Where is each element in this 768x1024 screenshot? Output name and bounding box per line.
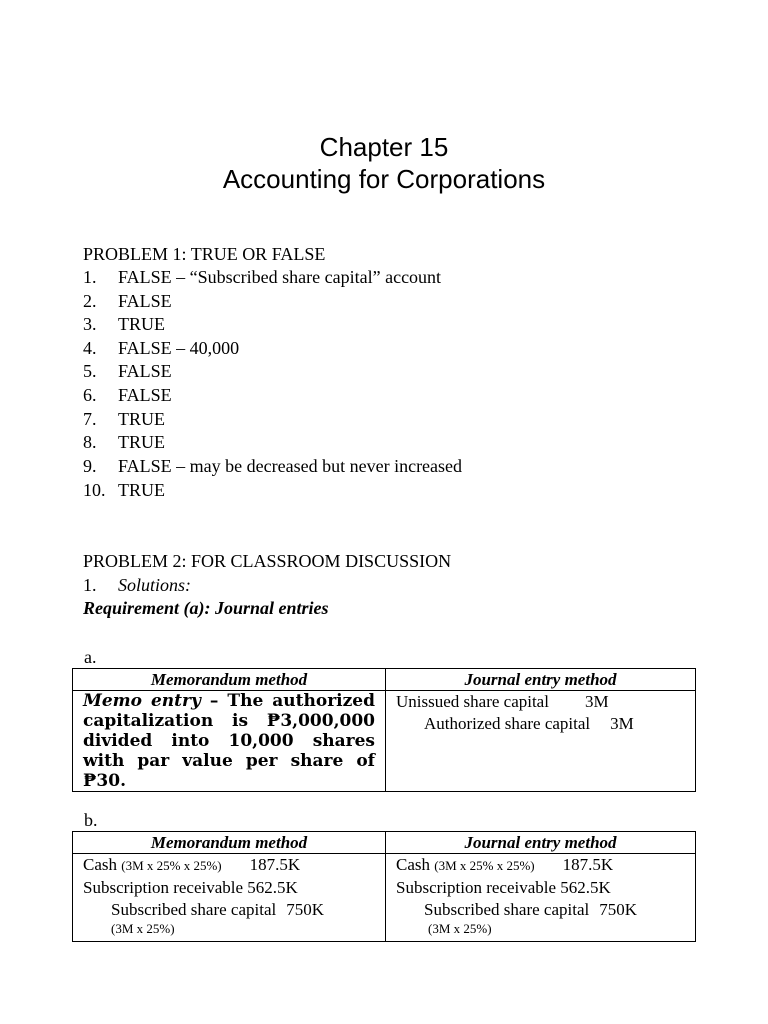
table-header-row — [73, 832, 696, 854]
table-row — [73, 691, 696, 792]
subscribed-note: (3M x 25%) — [428, 921, 492, 936]
journal-line-credit: Authorized share capital 3M — [424, 714, 634, 733]
subscribed-line: Subscribed share capital 750K — [111, 900, 324, 919]
problem2-heading: PROBLEM 2: FOR CLASSROOM DISCUSSION — [83, 551, 452, 571]
receivable-line: Subscription receivable 562.5K — [83, 878, 298, 897]
subscribed-line: Subscribed share capital 750K — [424, 900, 637, 919]
memorandum-method-header: Memorandum method — [73, 832, 386, 854]
journal-entry-cell — [386, 691, 696, 792]
problem1-heading: PROBLEM 1: TRUE OR FALSE — [83, 244, 326, 264]
table-row — [73, 854, 696, 942]
list-item: 5. FALSE — [83, 361, 172, 381]
chapter-title: Chapter 15 — [319, 132, 449, 162]
memo-entry-cell: Memo entry – The authorized capitalization is ₱3,000,000 divided into 10,000 shares with par value per share of ₱30. — [73, 691, 386, 792]
table-b — [72, 831, 696, 942]
subscribed-note: (3M x 25%) — [111, 921, 175, 936]
journal-entry-method-header: Journal entry method — [386, 669, 696, 691]
list-item: 1. FALSE – “Subscribed share capital” account — [83, 267, 442, 287]
list-item: 9. FALSE – may be decreased but never increased — [83, 456, 463, 476]
list-item: 8. TRUE — [83, 432, 165, 452]
receivable-line: Subscription receivable 562.5K — [396, 878, 611, 897]
list-item: 3. TRUE — [83, 314, 165, 334]
cash-line: Cash (3M x 25% x 25%) 187.5K — [83, 855, 301, 874]
chapter-subtitle: Accounting for Corporations — [222, 164, 546, 194]
memorandum-entry-cell — [73, 854, 386, 942]
solutions-line: 1. Solutions: — [83, 575, 192, 595]
list-item: 7. TRUE — [83, 409, 165, 429]
list-item: 6. FALSE — [83, 385, 172, 405]
table-a-label: a. — [84, 647, 97, 667]
list-item: 10. TRUE — [83, 480, 165, 500]
requirement-heading: Requirement (a): Journal entries — [83, 598, 329, 618]
memorandum-method-header: Memorandum method — [73, 669, 386, 691]
journal-entry-method-header: Journal entry method — [386, 832, 696, 854]
table-a — [72, 668, 696, 792]
list-item: 2. FALSE — [83, 291, 172, 311]
list-item: 4. FALSE – 40,000 — [83, 338, 240, 358]
cash-line: Cash (3M x 25% x 25%) 187.5K — [396, 855, 614, 874]
journal-entry-cell — [386, 854, 696, 942]
journal-line-debit: Unissued share capital 3M — [396, 692, 609, 711]
table-b-label: b. — [84, 810, 98, 830]
table-header-row — [73, 669, 696, 691]
